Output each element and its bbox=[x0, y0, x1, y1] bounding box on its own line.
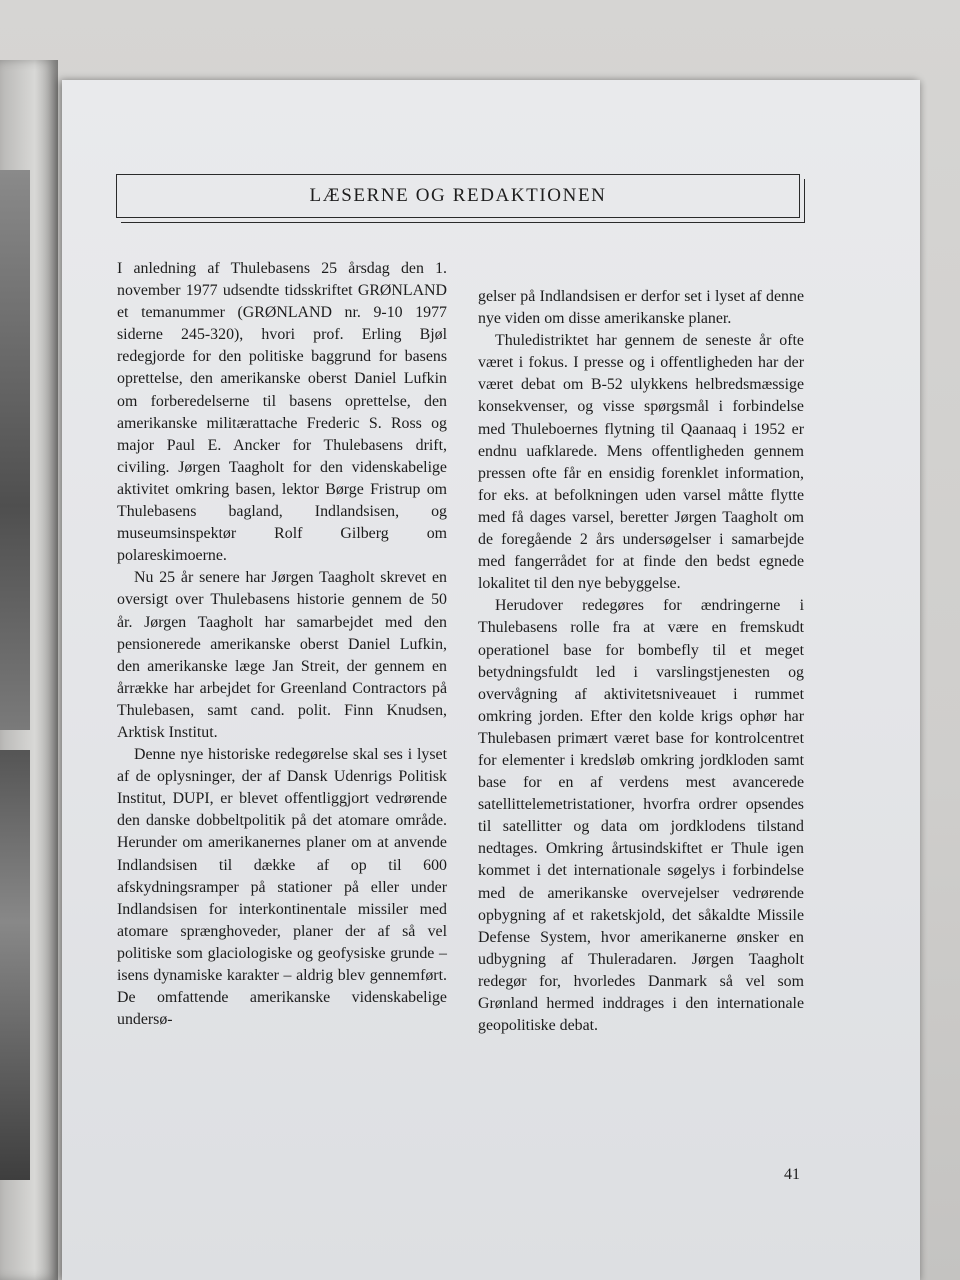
page-number: 41 bbox=[784, 1166, 800, 1183]
section-title: LÆSERNE OG REDAKTIONEN bbox=[309, 185, 607, 206]
paragraph: I anledning af Thulebasens 25 årsdag den 1. november 1977 udsendte tidsskriftet GRØNLAND et temanummer (GRØNLAND nr. 9-10 1977 siderne 245-320), hvori prof. Erling Bjøl redegjorde for den politiske baggrund for basens oprettelse, den amerikanske oberst Daniel Lufkin om forberedelserne til basens oprettelse, den amerikanske militærattache Frederic S. Ross og major Paul E. Ancker for Thulebasens drift, civiling. Jørgen Taagholt for den videnskabelige aktivitet omkring basen, lektor Børge Fristrup om Thulebasens bagland, Indlandsisen, og museumsinspektør Rolf Gilberg om polareskimoerne. bbox=[117, 260, 447, 565]
previous-page-photo bbox=[0, 750, 30, 1180]
right-column bbox=[478, 286, 804, 1037]
paragraph: Thuledistriktet har gennem de seneste år ofte været i fokus. I presse og i offentligheden har der været debat om B-52 ulykkens helbredsmæssige konsekvenser, og visse spørgsmål i forbindelse med Thuleboernes flytning til Qaanaaq i 1952 er endnu uafklarede. Mens offentligheden gennem pressen ofte får en ensidig forenklet information, for eks. at befolkningen uden varsel måtte flytte med få dages varsel, beretter Jørgen Taagholt om de foregående 2 års undersøgelser i samarbejde med fangerrådet for at finde den bedst egnede lokalitet til den nye bebyggelse. bbox=[478, 332, 804, 593]
previous-page-edge bbox=[0, 60, 58, 1280]
magazine-page bbox=[62, 80, 920, 1280]
paragraph: Herudover redegøres for ændringerne i Thulebasens rolle fra at være en fremskudt operationel base for bombefly til et meget betydningsfuldt led i varslingstjenesten og overvågning af aktivitetsniveauet i rummet omkring jorden. Efter den kolde krigs ophør har Thulebasen primært været base for kontrolcentret for elementer i kredsløb omkring jordkloden samt base for en af verdens mest avancerede satellittelemetristationer, hvorfra ordrer opsendes til satellitter og data om jordklodens tilstand nedtages. Omkring årtusindskiftet er Thule igen kommet i det internationale søgelys i forbindelse med de amerikanske overvejelser vedrørende opbygning af et raketskjold, det såkaldte Missile Defense System, hvor amerikanerne ønsker en udbygning af Thuleradaren. Jørgen Taagholt redegør for, hvorledes Danmark så vel som Grønland hermed inddrages i den internationale geopolitiske debat. bbox=[478, 597, 804, 1035]
previous-page-photo bbox=[0, 170, 30, 730]
paragraph: gelser på Indlandsisen er derfor set i lyset af denne nye viden om disse amerikanske planer. bbox=[478, 288, 804, 328]
paragraph: Denne nye historiske redegørelse skal ses i lyset af de oplysninger, der af Dansk Udenrigs Politisk Institut, DUPI, er blevet offentliggjort vedrørende den danske dobbeltpolitik på det atomare område. Herunder om amerikanernes planer om at anvende Indlandsisen til dække af op til 600 afskydningsramper på stationer på eller under Indlandsisen for interkontinentale missiler med atomare sprænghoveder, planer der af så vel politiske som glaciologiske og geofysiske grunde – isens dynamiske karakter – aldrig blev gennemført. De omfattende amerikanske videnskabelige undersø- bbox=[117, 746, 447, 1029]
left-column bbox=[117, 258, 447, 1031]
section-header-box bbox=[116, 174, 800, 218]
paragraph: Nu 25 år senere har Jørgen Taagholt skrevet en oversigt over Thulebasens historie gennem de 50 år. Jørgen Taagholt har samarbejdet med den pensionerede amerikanske oberst Daniel Lufkin, den amerikanske læge Jan Streit, der gennem en årrække har arbejdet for Greenland Contractors på Thulebasen, samt cand. polit. Finn Knudsen, Arktisk Institut. bbox=[117, 569, 447, 741]
